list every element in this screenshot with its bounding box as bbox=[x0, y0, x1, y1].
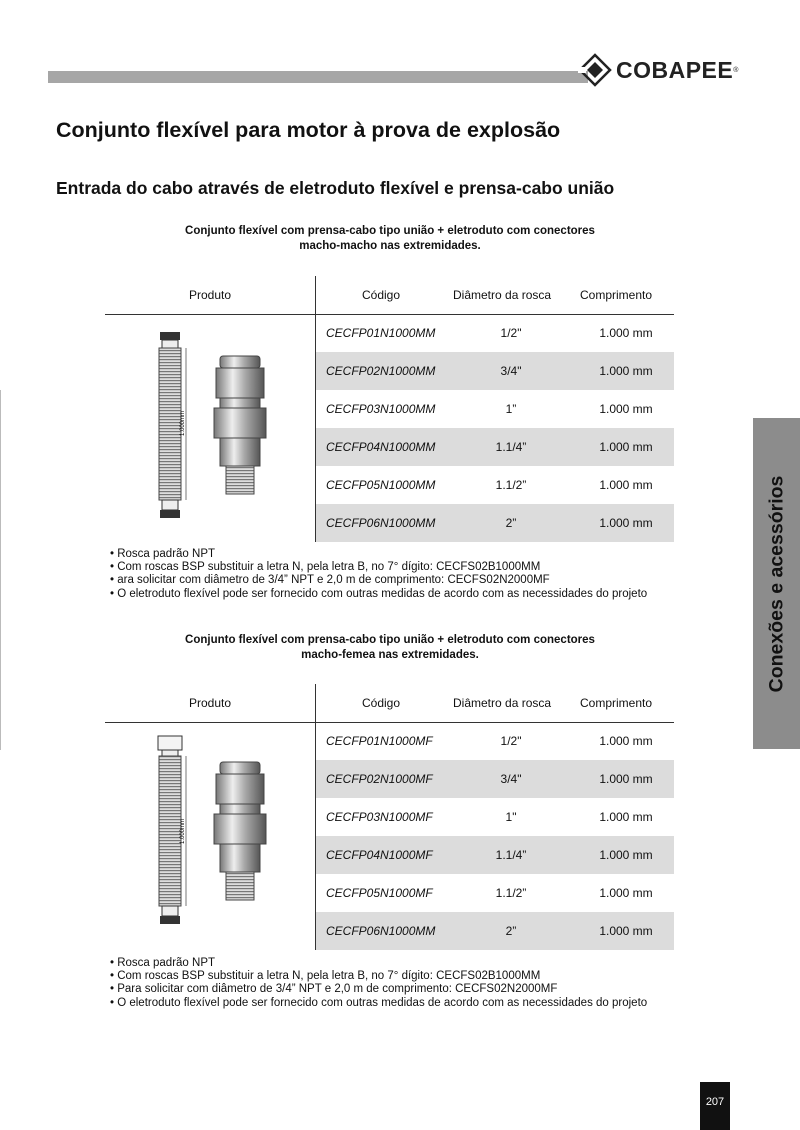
row-length: 1.000 mm bbox=[599, 734, 653, 748]
col-length: Comprimento bbox=[580, 288, 653, 302]
row-length: 1.000 mm bbox=[599, 810, 653, 824]
row-length: 1.000 mm bbox=[599, 886, 653, 900]
row-diameter: 1/2" bbox=[500, 734, 522, 748]
note-item: • O eletroduto flexível pode ser fornecido com outras medidas de acordo com as necessidades do projeto bbox=[110, 587, 648, 600]
row-diameter: 1.1/2” bbox=[495, 478, 527, 492]
cobapee-logo-icon bbox=[578, 53, 612, 87]
section1-notes bbox=[110, 548, 647, 601]
page-edge-mark bbox=[0, 390, 1, 750]
table-row bbox=[316, 912, 674, 950]
row-length: 1.000 mm bbox=[599, 478, 653, 492]
header-bar bbox=[48, 71, 588, 83]
col-diameter: Diâmetro da rosca bbox=[453, 696, 552, 710]
table-row bbox=[316, 722, 674, 760]
table-row bbox=[316, 466, 674, 504]
row-diameter: 1.1/4” bbox=[495, 440, 527, 454]
caption-line: macho-macho nas extremidades. bbox=[299, 240, 481, 252]
row-code: CECFP04N1000MM bbox=[326, 440, 436, 454]
row-length: 1.000 mm bbox=[599, 848, 653, 862]
table-row bbox=[316, 874, 674, 912]
brand-name: COBAPEE bbox=[616, 56, 734, 83]
table-header bbox=[105, 684, 674, 723]
row-length: 1.000 mm bbox=[599, 440, 653, 454]
col-diameter: Diâmetro da rosca bbox=[453, 288, 552, 302]
row-diameter: 1.1/4” bbox=[495, 848, 527, 862]
dimension-label: 1.000mm bbox=[180, 410, 186, 436]
col-product: Produto bbox=[189, 288, 232, 302]
row-diameter: 1.1/2” bbox=[495, 886, 527, 900]
table-row bbox=[316, 390, 674, 428]
row-code: CECFP04N1000MF bbox=[326, 848, 433, 862]
note-item: • Com roscas BSP substituir a letra N, pela letra B, no 7° dígito: CECFS02B1000MM bbox=[110, 970, 541, 983]
section-side-tab bbox=[753, 418, 800, 749]
note-item: • Com roscas BSP substituir a letra N, pela letra B, no 7° dígito: CECFS02B1000MM bbox=[110, 561, 541, 574]
table-row bbox=[316, 352, 674, 390]
table-header bbox=[105, 276, 674, 315]
note-item: • Para solicitar com diâmetro de 3/4” NPT e 2,0 m de comprimento: CECFS02N2000MF bbox=[110, 983, 558, 996]
row-diameter: 1” bbox=[505, 402, 517, 416]
page-number: 207 bbox=[700, 1082, 730, 1130]
product-image-mf bbox=[150, 732, 300, 932]
row-length: 1.000 mm bbox=[599, 772, 653, 786]
product-table-2 bbox=[105, 684, 674, 938]
row-code: CECFP02N1000MM bbox=[326, 364, 436, 378]
row-length: 1.000 mm bbox=[599, 364, 653, 378]
page-subtitle: Entrada do cabo através de eletroduto flexível e prensa-cabo união bbox=[56, 178, 615, 198]
row-code: CECFP01N1000MF bbox=[326, 734, 433, 748]
caption-line: Conjunto flexível com prensa-cabo tipo união + eletroduto com conectores bbox=[185, 225, 595, 237]
side-tab-label: Conexões e acessórios bbox=[765, 475, 787, 692]
row-length: 1.000 mm bbox=[599, 326, 653, 340]
table-row bbox=[316, 798, 674, 836]
row-code: CECFP03N1000MM bbox=[326, 402, 436, 416]
row-code: CECFP03N1000MF bbox=[326, 810, 433, 824]
table-row bbox=[316, 428, 674, 466]
page-title: Conjunto flexível para motor à prova de explosão bbox=[56, 118, 561, 142]
brand-logo: COBAPEE ® bbox=[578, 52, 738, 88]
row-code: CECFP02N1000MF bbox=[326, 772, 433, 786]
row-code: CECFP01N1000MM bbox=[326, 326, 436, 340]
note-item: • O eletroduto flexível pode ser fornecido com outras medidas de acordo com as necessidades do projeto bbox=[110, 996, 648, 1009]
col-product: Produto bbox=[189, 696, 232, 710]
section2-caption bbox=[100, 633, 680, 663]
row-diameter: 3/4" bbox=[500, 364, 522, 378]
row-diameter: 2” bbox=[505, 516, 517, 530]
product-table-1 bbox=[105, 276, 674, 530]
row-code: CECFP05N1000MF bbox=[326, 886, 433, 900]
caption-line: Conjunto flexível com prensa-cabo tipo união + eletroduto com conectores bbox=[185, 634, 595, 646]
table-row bbox=[316, 504, 674, 542]
row-length: 1.000 mm bbox=[599, 516, 653, 530]
row-length: 1.000 mm bbox=[599, 924, 653, 938]
table-row bbox=[316, 314, 674, 352]
product-image-mm bbox=[150, 326, 300, 526]
row-code: CECFP06N1000MM bbox=[326, 516, 436, 530]
row-diameter: 2” bbox=[505, 924, 517, 938]
table-row bbox=[316, 836, 674, 874]
row-code: CECFP05N1000MM bbox=[326, 478, 436, 492]
note-item: • Rosca padrão NPT bbox=[110, 548, 216, 560]
col-code: Código bbox=[362, 288, 401, 302]
row-length: 1.000 mm bbox=[599, 402, 653, 416]
section2-notes bbox=[110, 957, 647, 1010]
note-item: • ara solicitar com diâmetro de 3/4” NPT e 2,0 m de comprimento: CECFS02N2000MF bbox=[110, 574, 550, 587]
caption-line: macho-femea nas extremidades. bbox=[301, 649, 479, 661]
dimension-label: 1.000mm bbox=[180, 818, 186, 844]
table-row bbox=[316, 760, 674, 798]
section1-caption bbox=[100, 224, 680, 254]
note-item: • Rosca padrão NPT bbox=[110, 957, 216, 969]
row-diameter: 1" bbox=[505, 810, 517, 824]
row-code: CECFP06N1000MM bbox=[326, 924, 436, 938]
col-code: Código bbox=[362, 696, 401, 710]
row-diameter: 3/4" bbox=[500, 772, 522, 786]
col-length: Comprimento bbox=[580, 696, 653, 710]
row-diameter: 1/2" bbox=[500, 326, 522, 340]
